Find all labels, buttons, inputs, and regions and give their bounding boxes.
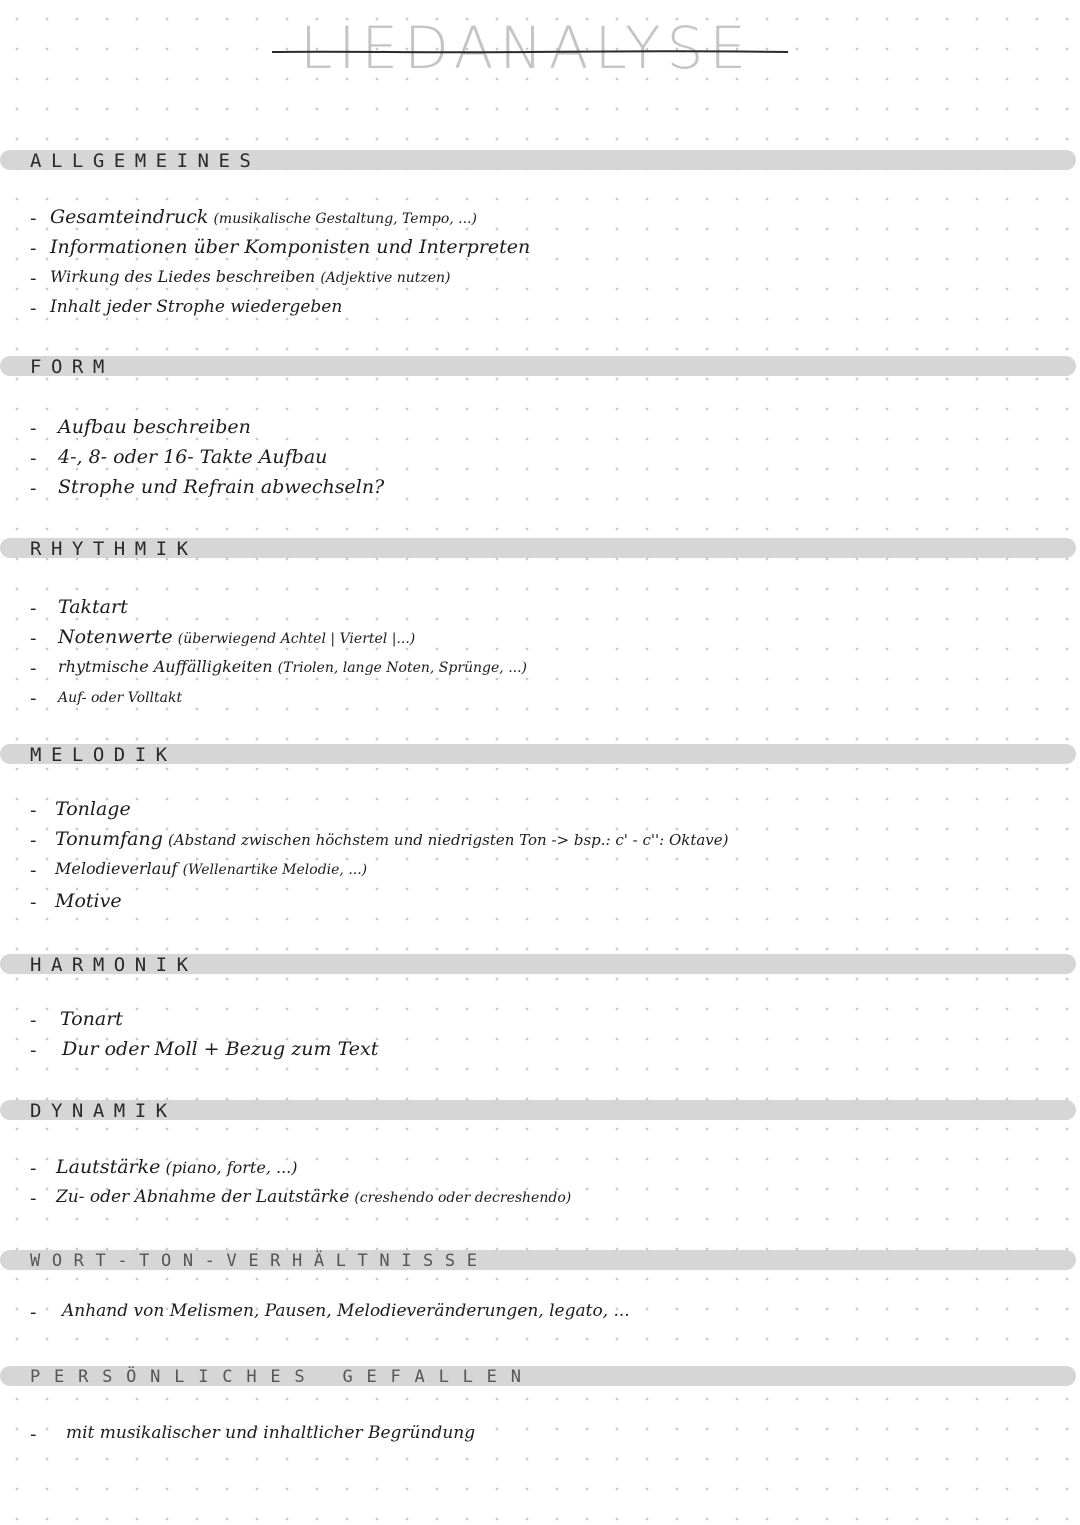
bullet-dash: - [30, 1040, 37, 1061]
section-title-allgemeines: ALLGEMEINES [30, 150, 261, 172]
section-title-rhythmik: RHYTHMIK [30, 538, 198, 560]
bullet-dash: - [30, 1424, 37, 1445]
list-item: Taktart [58, 596, 128, 618]
bullet-dash: - [30, 860, 37, 881]
section-bar-form [0, 356, 1076, 376]
bullet-dash: - [30, 830, 37, 851]
list-item: 4-, 8- oder 16- Takte Aufbau [58, 446, 328, 468]
section-title-dynamik: DYNAMIK [30, 1100, 177, 1122]
list-item: Wirkung des Liedes beschreiben (Adjektive nutzen) [50, 267, 451, 286]
bullet-dash: - [30, 1010, 37, 1031]
bullet-dash: - [30, 800, 37, 821]
list-item: Dur oder Moll + Bezug zum Text [62, 1038, 379, 1060]
list-item: mit musikalischer und inhaltlicher Begründung [66, 1423, 476, 1443]
section-title-form: FORM [30, 356, 114, 378]
bullet-dash: - [30, 658, 37, 679]
title-strikethrough [270, 46, 790, 58]
list-item: Auf- oder Volltakt [58, 690, 183, 706]
section-title-harmonik: HARMONIK [30, 954, 198, 976]
list-item: Tonumfang (Abstand zwischen höchstem und niedrigsten Ton -> bsp.: c' - c'': Oktave) [55, 828, 729, 850]
bullet-dash: - [30, 892, 37, 913]
title-block [270, 8, 790, 88]
list-item: Notenwerte (überwiegend Achtel | Viertel |...) [58, 626, 416, 648]
bullet-dash: - [30, 1188, 37, 1209]
section-title-wort-ton: WORT-TON-VERHÄLTNISSE [30, 1251, 489, 1271]
section-title-gefallen: PERSÖNLICHES GEFALLEN [30, 1367, 535, 1387]
section-title-melodik: MELODIK [30, 744, 177, 766]
list-item: Inhalt jeder Strophe wiedergeben [50, 297, 343, 317]
page-title: LIEDANALYSE [300, 14, 752, 82]
list-item: Tonart [60, 1008, 123, 1030]
list-item: Tonlage [55, 798, 131, 820]
bullet-dash: - [30, 268, 37, 289]
bullet-dash: - [30, 448, 37, 469]
list-item: Lautstärke (piano, forte, ...) [56, 1156, 298, 1178]
bullet-dash: - [30, 418, 37, 439]
list-item: Strophe und Refrain abwechseln? [58, 476, 385, 498]
list-item: Gesamteindruck (musikalische Gestaltung, Tempo, ...) [50, 206, 477, 228]
bullet-dash: - [30, 208, 37, 229]
list-item: Zu- oder Abnahme der Lautstärke (creshendo oder decreshendo) [56, 1187, 572, 1207]
bullet-dash: - [30, 598, 37, 619]
list-item: Melodieverlauf (Wellenartike Melodie, ...) [55, 859, 368, 878]
list-item: rhytmische Auffälligkeiten (Triolen, lange Noten, Sprünge, ...) [58, 657, 528, 676]
bullet-dash: - [30, 688, 37, 709]
bullet-dash: - [30, 298, 37, 319]
bullet-dash: - [30, 628, 37, 649]
bullet-dash: - [30, 1158, 37, 1179]
list-item: Informationen über Komponisten und Interpreten [50, 236, 531, 258]
bullet-dash: - [30, 478, 37, 499]
list-item: Motive [55, 890, 122, 912]
list-item: Aufbau beschreiben [58, 416, 251, 438]
list-item: Anhand von Melismen, Pausen, Melodieveränderungen, legato, ... [62, 1301, 630, 1321]
bullet-dash: - [30, 1302, 37, 1323]
bullet-dash: - [30, 238, 37, 259]
